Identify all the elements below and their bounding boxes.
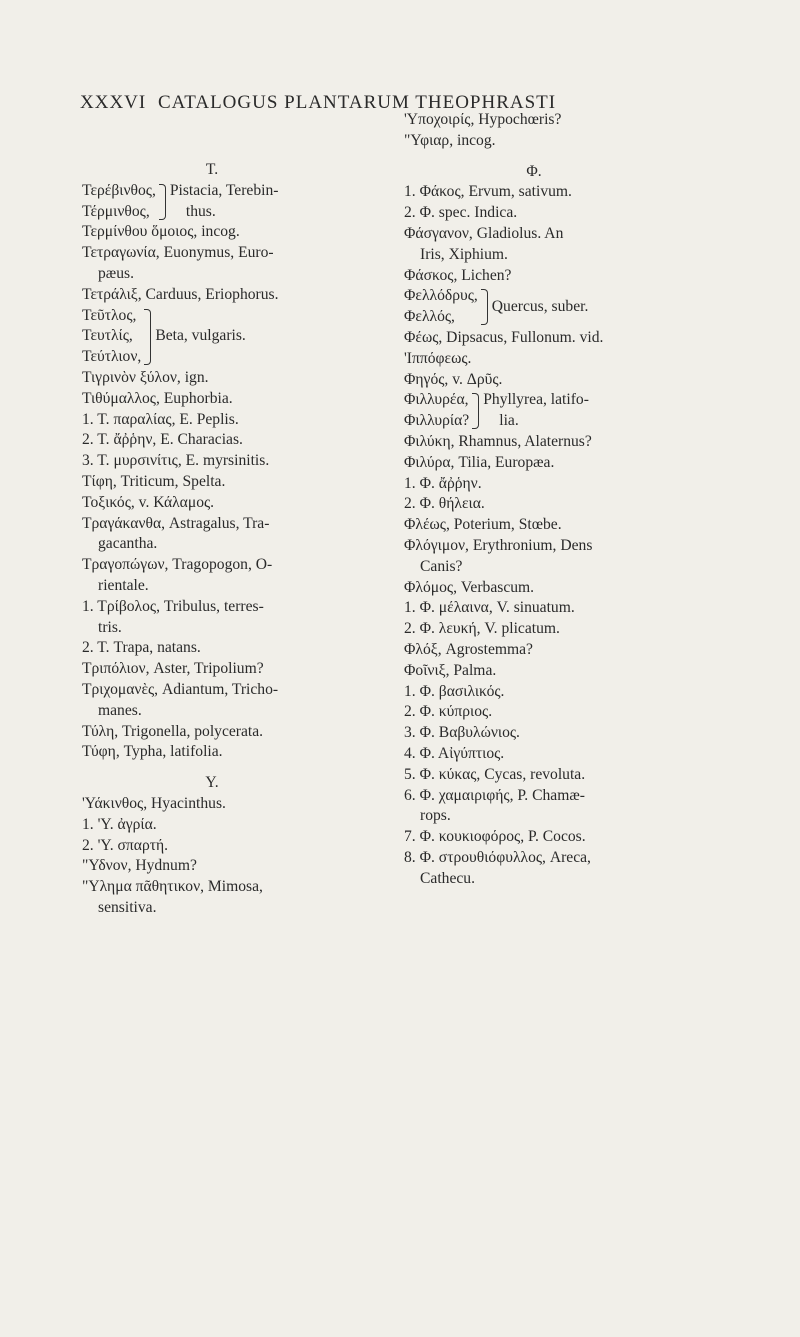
- catalogue-entry: Τιγρινὸν ξύλον, ign.: [82, 368, 209, 386]
- catalogue-entry: Τετράλιξ, Carduus, Eriophorus.: [82, 285, 279, 303]
- catalogue-entry: "Υλημα πᾶθητικον, Mimosa,: [82, 878, 263, 896]
- brace-mark: [481, 289, 488, 325]
- catalogue-entry: 'Υποχοιρίς, Hypochœris?: [404, 111, 562, 128]
- catalogue-entry: "Υφιαρ, incog.: [404, 131, 496, 149]
- catalogue-entry: Φέως, Dipsacus, Fullonum. vid.: [404, 328, 604, 346]
- catalogue-entry: 3. Τ. μυρσινίτις, E. myrsinitis.: [82, 452, 270, 470]
- entry-gloss: thus.: [185, 202, 216, 220]
- catalogue-entry: Τιθύμαλλος, Euphorbia.: [82, 389, 233, 407]
- catalogue-entry: 1. 'Υ. ἀγρία.: [82, 815, 157, 833]
- catalogue-entry: Τραγάκανθα, Astragalus, Tra-: [82, 514, 270, 532]
- entry-list-r4: [404, 432, 744, 890]
- catalogue-entry: Φάσκος, Lichen?: [404, 266, 512, 284]
- entry-gloss: lia.: [499, 412, 519, 430]
- catalogue-entry: 5. Φ. κύκας, Cycas, revoluta.: [404, 765, 586, 783]
- catalogue-entry: 2. Φ. λευκή, V. plicatum.: [404, 620, 560, 638]
- catalogue-entry: Τερμίνθου ὅμοιος, incog.: [82, 223, 240, 241]
- catalogue-entry: Τοξικός, v. Κάλαμος.: [82, 493, 215, 511]
- catalogue-entry: 1. Φ. βασιλικός.: [404, 682, 505, 700]
- catalogue-entry: Φιλύκη, Rhamnus, Alaternus?: [404, 432, 592, 450]
- entry-gloss: Beta, vulgaris.: [155, 327, 246, 345]
- catalogue-entry: 'Ιππόφεως.: [404, 349, 472, 367]
- brace-group-quercus: [404, 286, 744, 328]
- catalogue-entry: Φοῖνιξ, Palma.: [404, 661, 497, 679]
- section-letter-upsilon: Υ.: [205, 774, 219, 792]
- catalogue-entry: Φλέως, Poterium, Stœbe.: [404, 516, 562, 534]
- catalogue-entry: 1. Φ. μέλαινα, V. sinuatum.: [404, 599, 575, 617]
- catalogue-entry: 1. Τρίβολος, Tribulus, terres-: [82, 597, 264, 615]
- brace-group-beta: [82, 306, 382, 368]
- catalogue-entry: 2. Φ. spec. Indica.: [404, 204, 518, 222]
- page-title: CATALOGUS PLANTARUM THEOPHRASTI: [157, 92, 557, 113]
- catalogue-entry: Canis?: [420, 557, 463, 575]
- entry-name: Τέρμινθος,: [82, 202, 150, 220]
- catalogue-entry: rientale.: [98, 576, 149, 594]
- catalogue-entry: Τριχομανὲς, Adiantum, Tricho-: [82, 680, 279, 698]
- catalogue-entry: "Υδνον, Hydnum?: [82, 857, 197, 875]
- catalogue-entry: Τετραγωνία, Euonymus, Euro-: [82, 244, 274, 262]
- catalogue-entry: 2. Τ. ἄῤῥην, E. Characias.: [82, 431, 243, 449]
- entry-name: Φελλός,: [404, 308, 455, 326]
- catalogue-entry: 4. Φ. Αἰγύπτιος.: [404, 744, 505, 762]
- brace-mark: [472, 393, 479, 429]
- catalogue-entry: tris.: [98, 618, 122, 636]
- entry-name: Τεῦτλος,: [82, 306, 137, 324]
- catalogue-entry: Φλόξ, Agrostemma?: [404, 640, 533, 658]
- catalogue-entry: Τύφη, Typha, latifolia.: [82, 743, 223, 761]
- entry-name: Φιλλυρέα,: [404, 391, 469, 409]
- catalogue-entry: 2. 'Υ. σπαρτή.: [82, 836, 169, 854]
- catalogue-entry: Τύλη, Trigonella, polycerata.: [82, 722, 264, 740]
- catalogue-entry: Iris, Xiphium.: [420, 245, 508, 263]
- right-column: [404, 110, 744, 889]
- catalogue-entry: 3. Φ. Βαβυλώνιος.: [404, 724, 520, 742]
- entry-list-r3: [404, 328, 744, 370]
- brace-mark: [144, 309, 151, 365]
- catalogue-entry: 2. Τ. Trapa, natans.: [82, 639, 201, 657]
- catalogue-entry: 8. Φ. στρουθιόφυλλος, Areca,: [404, 848, 591, 866]
- catalogue-entry: Τριπόλιον, Aster, Tripolium?: [82, 660, 264, 678]
- entry-list-1: [82, 222, 382, 305]
- entry-name: Φελλόδρυς,: [404, 287, 478, 305]
- catalogue-entry: 'Υάκινθος, Hyacinthus.: [82, 794, 226, 812]
- entry-list-r1: [404, 110, 744, 152]
- catalogue-entry: Φάσγανον, Gladiolus. An: [404, 224, 564, 242]
- catalogue-entry: Φλόγιμον, Erythronium, Dens: [404, 536, 593, 554]
- catalogue-entry: Τίφη, Triticum, Spelta.: [82, 472, 226, 490]
- left-column: [82, 160, 382, 919]
- catalogue-entry: Φλόμος, Verbascum.: [404, 578, 535, 596]
- catalogue-entry: 1. Φάκος, Ervum, sativum.: [404, 183, 572, 201]
- brace-group-phyllyrea: [404, 390, 744, 432]
- entry-list-r2: [404, 182, 744, 286]
- entry-gloss: Phyllyrea, latifo-: [483, 391, 589, 409]
- entry-list-2: [82, 368, 382, 763]
- catalogue-entry: manes.: [98, 701, 142, 719]
- brace-group-terebinthus: [82, 181, 382, 223]
- catalogue-entry: 6. Φ. χαμαιριφής, P. Chamæ-: [404, 786, 585, 804]
- catalogue-entry: 2. Φ. θήλεια.: [404, 495, 485, 513]
- brace-mark: [159, 184, 166, 220]
- catalogue-entry: 1. Φ. ἄῤῥην.: [404, 474, 482, 492]
- catalogue-entry: sensitiva.: [98, 898, 157, 916]
- catalogue-entry: Φηγός, v. Δρῦς.: [404, 370, 503, 388]
- page-number: XXXVI: [80, 92, 147, 113]
- entry-list-r3b: [404, 370, 744, 391]
- entry-gloss: Quercus, suber.: [491, 297, 589, 315]
- catalogue-entry: Τραγοπώγων, Tragopogon, O-: [82, 556, 273, 574]
- catalogue-entry: pæus.: [98, 264, 134, 282]
- entry-gloss: Pistacia, Terebin-: [169, 181, 279, 199]
- entry-name: Τερέβινθος,: [82, 181, 156, 199]
- catalogue-entry: 7. Φ. κουκιοφόρος, P. Cocos.: [404, 828, 586, 846]
- catalogue-entry: Cathecu.: [420, 869, 475, 887]
- section-letter-phi: Φ.: [526, 162, 542, 180]
- catalogue-entry: 2. Φ. κύπριος.: [404, 703, 493, 721]
- entry-list-3: [82, 794, 382, 919]
- section-letter-tau: Τ.: [205, 161, 219, 178]
- catalogue-entry: gacantha.: [98, 535, 158, 553]
- catalogue-entry: rops.: [420, 807, 451, 825]
- catalogue-entry: Φιλύρα, Tilia, Europæa.: [404, 453, 555, 471]
- entry-name: Τευτλίς,: [82, 327, 133, 345]
- entry-name: Τεύτλιον,: [82, 348, 142, 366]
- entry-name: Φιλλυρία?: [404, 412, 470, 430]
- catalogue-entry: 1. Τ. παραλίας, E. Peplis.: [82, 410, 239, 428]
